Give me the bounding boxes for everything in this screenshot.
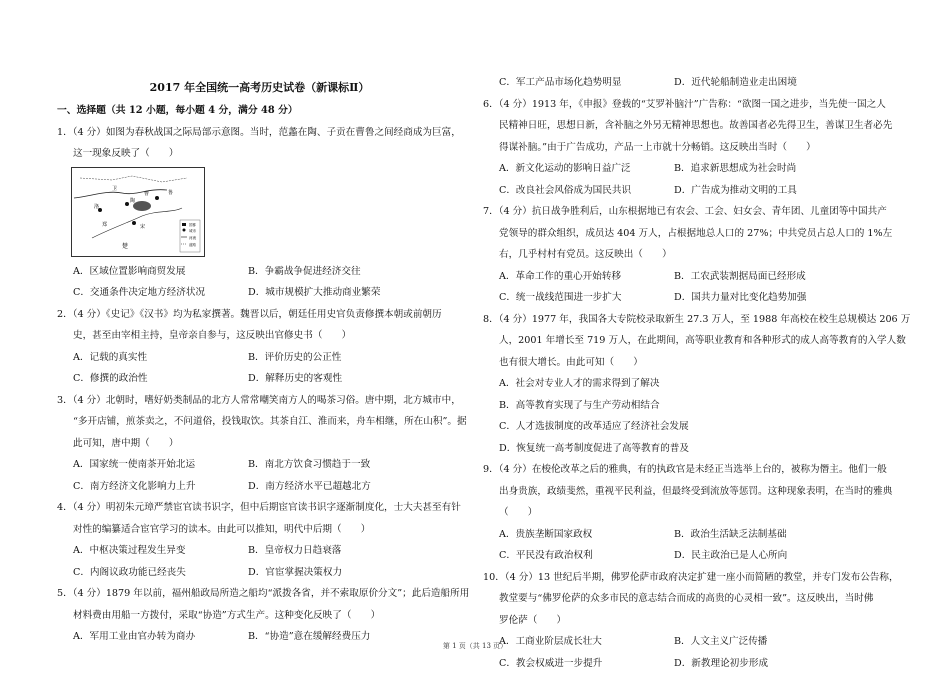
- q3-line3: 此可知，唐中期（ ）: [57, 433, 462, 455]
- legend-label: 河流: [189, 235, 196, 240]
- map-label: 曹: [144, 190, 149, 197]
- q9-line2: 出身贵族，政绩斐然，重视平民利益，但最终受到流放等惩罚。这种现象表明，在当时的雅典: [483, 481, 893, 503]
- q3-line2: “多开店铺，煎茶卖之，不问道俗，投钱取饮。其茶自江、淮而来，舟车相继，所在山积”。据: [57, 411, 462, 433]
- border-line: [80, 176, 187, 182]
- q7-option-c: C．统一战线范围进一步扩大: [499, 287, 674, 309]
- q2-options-row1: [57, 347, 462, 369]
- map-label: 卫: [112, 185, 117, 192]
- map-label: 鲁: [168, 189, 173, 196]
- map-label: 郑: [102, 221, 107, 228]
- q7-option-d: D．国共力量对比变化趋势加强: [674, 287, 849, 309]
- q9-option-b: B．政治生活缺乏法制基础: [674, 524, 849, 546]
- q4-option-c: C．内阁议政功能已经丧失: [73, 562, 248, 584]
- q5-line1: 5．（4 分）1879 年以前，福州船政局所造之船均“派拨各省，并不索取原价分文”；此后造船所用: [57, 583, 462, 605]
- q8-option-d: D．恢复统一高考制度促进了高等教育的普及: [483, 438, 893, 460]
- q6-options-row2: [483, 180, 893, 202]
- legend-label: 国都: [189, 222, 196, 227]
- q2-option-b: B．评价历史的公正性: [248, 347, 423, 369]
- q10-options-row2: [483, 653, 893, 674]
- q3-option-c: C．南方经济文化影响力上升: [73, 476, 248, 498]
- q2-line2: 史，甚至由宰相主持，皇帝亲自参与，这反映出官修史书（ ）: [57, 325, 462, 347]
- q1-line2: 这一现象反映了（ ）: [57, 143, 462, 165]
- q7-option-a: A．革命工作的重心开始转移: [499, 266, 674, 288]
- q5-option-a: A．军用工业由官办转为商办: [73, 626, 248, 648]
- q8-option-a: A．社会对专业人才的需求得到了解决: [483, 373, 893, 395]
- section-heading: 一、选择题（共 12 小题，每小题 4 分，满分 48 分）: [57, 100, 462, 122]
- q6-option-c: C．改良社会风俗成为国民共识: [499, 180, 674, 202]
- q1-line1: 1．（4 分）如图为春秋战国之际局部示意图。当时，范蠡在陶、子贡在曹鲁之间经商成为巨富，: [57, 122, 462, 144]
- map-figure: [71, 167, 205, 257]
- q4-line1: 4．（4 分）明初朱元璋严禁宦官读书识字，但中后期宦官读书识字逐渐制度化，士大夫甚至有针: [57, 497, 462, 519]
- q10-line3: 罗伦萨（ ）: [483, 610, 893, 632]
- q5-line2: 材料费由用船一方拨付，采取“协造”方式生产。这种变化反映了（ ）: [57, 605, 462, 627]
- legend-swatch: [182, 223, 186, 226]
- q7-options-row2: [483, 287, 893, 309]
- legend-label: 道路: [189, 242, 196, 247]
- q10-line1: 10．（4 分）13 世纪后半期，佛罗伦萨市政府决定扩建一座小而简陋的教堂，并专门发布公告称，: [483, 567, 893, 589]
- q8-line3: 也有很大增长。由此可知（ ）: [483, 352, 893, 374]
- legend-label: 城市: [189, 228, 196, 233]
- q6-option-b: B．追求新思想成为社会时尚: [674, 158, 849, 180]
- q2-line1: 2．（4 分）《史记》《汉书》均为私家撰著。魏晋以后，朝廷任用史官负责修撰本朝或前朝历: [57, 304, 462, 326]
- left-column: [57, 72, 462, 648]
- city-dot: [132, 221, 136, 225]
- q10-option-b: B．人文主义广泛传播: [674, 631, 849, 653]
- q7-options-row1: [483, 266, 893, 288]
- q4-option-a: A．中枢决策过程发生异变: [73, 540, 248, 562]
- river-line: [74, 189, 167, 197]
- q2-option-a: A．记载的真实性: [73, 347, 248, 369]
- map-svg: [72, 168, 204, 256]
- city-dot: [155, 196, 159, 200]
- q8-option-b: B．高等教育实现了与生产劳动相结合: [483, 395, 893, 417]
- q8-line1: 8．（4 分）1977 年，我国各大专院校录取新生 27.3 万人，至 1988 年高校在校生总规模达 206 万: [483, 309, 893, 331]
- city-dot: [125, 202, 129, 206]
- q2-options-row2: [57, 368, 462, 390]
- q6-line1: 6．（4 分）1913 年，《申报》登载的“艾罗补脑汁”广告称：“欲图一国之进步，当先使一国之人: [483, 94, 893, 116]
- right-column: [483, 72, 893, 674]
- q9-option-c: C．平民没有政治权利: [499, 545, 674, 567]
- q1-option-d: D．城市规模扩大推动商业繁荣: [248, 282, 423, 304]
- q6-line3: 得谋补脑。”由于广告成功，产品一上市就十分畅销。这反映出当时（ ）: [483, 137, 893, 159]
- q6-line2: 民精神日旺，思想日新，含补脑之外另无精神思想也。故善国者必先得卫生，善谋卫生者必先: [483, 115, 893, 137]
- map-label: 楚: [122, 242, 128, 250]
- q10-option-a: A．工商业阶层成长壮大: [499, 631, 674, 653]
- page-footer: 第 1 页（共 13 页）: [0, 641, 950, 651]
- q9-option-a: A．贵族垄断国家政权: [499, 524, 674, 546]
- q7-line1: 7．（4 分）抗日战争胜利后，山东根据地已有农会、工会、妇女会、青年团、儿童团等中国共产: [483, 201, 893, 223]
- lake-shape: [133, 201, 151, 211]
- q6-option-d: D．广告成为推动文明的工具: [674, 180, 849, 202]
- q4-options-row1: [57, 540, 462, 562]
- q2-option-c: C．修撰的政治性: [73, 368, 248, 390]
- q3-option-d: D．南方经济水平已超越北方: [248, 476, 423, 498]
- q1-options-row2: [57, 282, 462, 304]
- q1-option-b: B．争霸战争促进经济交往: [248, 261, 423, 283]
- q3-options-row1: [57, 454, 462, 476]
- q7-line2: 党领导的群众组织，成员达 404 万人，占根据地总人口的 27%；中共党员占总人口的 1%左: [483, 223, 893, 245]
- q8-line2: 人，2001 年增长至 719 万人，在此期间，高等职业教育和各种形式的成人高等教育的入学人数: [483, 330, 893, 352]
- q10-option-d: D．新教理论初步形成: [674, 653, 849, 674]
- q9-options-row2: [483, 545, 893, 567]
- map-label: 洛: [94, 203, 99, 210]
- q9-options-row1: [483, 524, 893, 546]
- q10-option-c: C．教会权威进一步提升: [499, 653, 674, 674]
- q1-options-row1: [57, 261, 462, 283]
- q7-line3: 右，几乎村村有党员。这反映出（ ）: [483, 244, 893, 266]
- q9-line3: （ ）: [483, 502, 893, 524]
- q8-option-c: C．人才选拔制度的改革适应了经济社会发展: [483, 416, 893, 438]
- q5-options-row2: [483, 72, 893, 94]
- q4-options-row2: [57, 562, 462, 584]
- q3-line1: 3．（4 分）北朝时，嗜好奶类制品的北方人常常嘲笑南方人的喝茶习俗。唐中期，北方城市中，: [57, 390, 462, 412]
- q3-option-a: A．国家统一使南茶开始北运: [73, 454, 248, 476]
- q9-option-d: D．民主政治已是人心所向: [674, 545, 849, 567]
- q3-option-b: B．南北方饮食习惯趋于一致: [248, 454, 423, 476]
- q7-option-b: B．工农武装割据局面已经形成: [674, 266, 849, 288]
- q5-option-b: B．“协造”意在缓解经费压力: [248, 626, 423, 648]
- q6-option-a: A．新文化运动的影响日益广泛: [499, 158, 674, 180]
- q3-options-row2: [57, 476, 462, 498]
- q4-option-d: D．官宦掌握决策权力: [248, 562, 423, 584]
- q5-option-d: D．近代轮船制造业走出困境: [674, 72, 849, 94]
- q10-line2: 教堂要与“佛罗伦萨的众多市民的意志结合而成的高贵的心灵相一致”。这反映出，当时佛: [483, 588, 893, 610]
- map-label: 宋: [140, 223, 145, 230]
- q1-option-c: C．交通条件决定地方经济状况: [73, 282, 248, 304]
- q4-line2: 对性的编纂适合宦官学习的读本。由此可以推知，明代中后期（ ）: [57, 519, 462, 541]
- q1-option-a: A．区域位置影响商贸发展: [73, 261, 248, 283]
- q2-option-d: D．解释历史的客观性: [248, 368, 423, 390]
- q6-options-row1: [483, 158, 893, 180]
- q5-option-c: C．军工产品市场化趋势明显: [499, 72, 674, 94]
- legend-swatch: [183, 228, 186, 231]
- q9-line1: 9．（4 分）在梭伦改革之后的雅典，有的执政官是未经正当选举上台的，被称为僭主。他们一般: [483, 459, 893, 481]
- page-title: 2017 年全国统一高考历史试卷（新课标Ⅱ）: [57, 76, 462, 100]
- q4-option-b: B．皇帝权力日趋衰落: [248, 540, 423, 562]
- map-label: 陶: [130, 197, 135, 204]
